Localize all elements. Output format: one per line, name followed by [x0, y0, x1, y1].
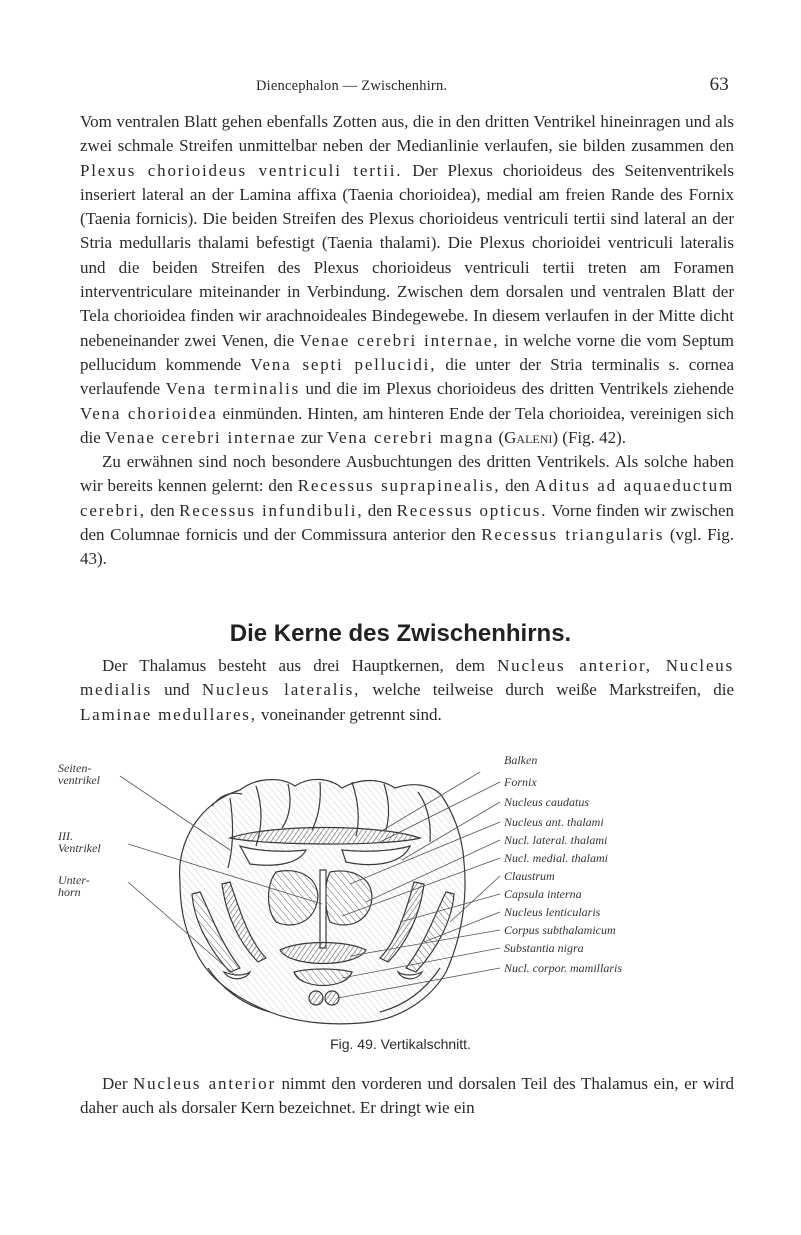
- text-block-thalamus: [80, 654, 734, 727]
- term-recessus-opticus: Recessus opticus.: [396, 500, 548, 520]
- label-seitenventrikel-2: ventrikel: [58, 773, 100, 787]
- text: und: [152, 680, 202, 700]
- brain-section-illustration: [80, 772, 740, 1030]
- text: Der Thalamus besteht aus drei Hauptkernen, dem: [102, 656, 498, 675]
- label-nucl-lateral-thalami: Nucl. lateral. thalami: [504, 833, 608, 847]
- term-nucleus-lateralis: Nucleus lateralis,: [201, 680, 361, 700]
- label-nucleus-lenticularis: Nucleus lenticularis: [504, 905, 601, 919]
- figure-caption: Fig. 49. Vertikalschnitt.: [330, 1036, 471, 1052]
- text: einmünden. Hinten, am hinteren Ende der Tela chorioidea, vereinigen sich die: [80, 403, 734, 447]
- label-unterhorn-1: Unter-: [58, 873, 90, 887]
- term-recessus-infundibuli: Recessus infundibuli,: [179, 500, 364, 520]
- text-block-upper: [80, 110, 734, 572]
- paragraph-nucleus-anterior: [80, 1072, 734, 1121]
- term-vena-magna: Vena cerebri magna: [326, 427, 495, 447]
- term-aditus: Aditus ad aquaeductum cerebri,: [80, 476, 734, 520]
- label-nucl-corpor-mamillaris: Nucl. corpor. mamillaris: [504, 961, 623, 975]
- text: zur: [296, 427, 327, 447]
- term-laminae-medullares: Laminae medullares,: [80, 704, 257, 724]
- text: voneinander getrennt sind.: [256, 704, 442, 724]
- term-nucleus-anterior: Nucleus anterior: [133, 1074, 276, 1093]
- label-capsula-interna: Capsula interna: [504, 887, 582, 901]
- text: Der Plexus chorioideus des Seitenventrikels inseriert lateral an der Lamina affixa (Taenia chorioidea), medial am freien Rande des Fornix (Taenia fornicis). Die beiden Streifen des Plexus chorioideus ventriculi tertii sind lateral an der Stria medullaris thalami befestigt (Taenia thalami). Die Plexus chorioidei ventriculi lateralis und die beiden Streifen des Plexus chorioideus ventriculi tertii treten am Foramen interventriculare miteinander in Verbindung. Zwischen dem dorsalen und ventralen Blatt der Tela chorioidea finden wir arachnoideales Bindegewebe. In diesem verlaufen in der Mitte dicht nebeneinander zwei Venen, die: [80, 160, 734, 350]
- page-number: 63: [709, 74, 729, 95]
- running-header: [256, 74, 729, 95]
- term-vena-terminalis: Vena terminalis: [165, 379, 301, 399]
- term-recessus-suprapinealis: Recessus suprapinealis,: [297, 476, 501, 496]
- text: und die im Plexus chorioideus des dritten Ventrikels ziehende: [300, 379, 735, 399]
- text: nimmt den vorderen und dorsalen Teil des Thalamus ein, er wird daher auch als dorsaler Kern bezeichnet. Er dringt wie ein: [80, 1074, 735, 1118]
- text: Vom ventralen Blatt gehen ebenfalls Zotten aus, die in den dritten Ventrikel hineinragen und als zwei schmale Streifen unmittelbar neben der Medianlinie verlaufen, sie bilden zusammen den: [80, 112, 734, 156]
- label-claustrum: Claustrum: [504, 869, 555, 883]
- label-corpus-subthalamicum: Corpus subthalamicum: [504, 923, 616, 937]
- label-nucl-medial-thalami: Nucl. medial. thalami: [504, 851, 608, 865]
- text: welche teilweise durch weiße Markstreifen, die: [360, 680, 735, 700]
- text: (: [494, 427, 505, 447]
- label-nucleus-ant-thalami: Nucleus ant. thalami: [504, 815, 604, 829]
- label-balken: Balken: [504, 753, 538, 767]
- term-plexus-tertii: Plexus chorioideus ventriculi tertii.: [80, 160, 403, 180]
- label-seitenventrikel-1: Seiten-: [58, 761, 92, 775]
- text: in welche vorne die vom Septum pellucidum kommende: [80, 330, 734, 374]
- author-galeni: Galeni: [504, 427, 553, 447]
- text: Vorne finden wir zwischen den Columnae fornicis und der Commissura anterior den: [80, 500, 734, 545]
- label-fornix: Fornix: [504, 775, 537, 789]
- text: den: [145, 500, 180, 520]
- figure-vertikalschnitt: [58, 753, 740, 1030]
- term-vena-chorioidea: Vena chorioidea: [80, 403, 218, 423]
- section-heading: Die Kerne des Zwischenhirns.: [229, 620, 572, 647]
- text: (vgl. Fig. 43).: [80, 525, 734, 569]
- term-venae-cerebri-internae: Venae cerebri internae,: [299, 330, 500, 350]
- term-recessus-triangularis: Recessus triangularis: [481, 525, 665, 545]
- paragraph-thalamus: [80, 654, 734, 727]
- term-venae-cerebri-internae-2: Venae cerebri internae: [105, 427, 297, 447]
- paragraph-plexus: [80, 110, 734, 450]
- text: Zu erwähnen sind noch besondere Ausbuchtungen des dritten Ventrikels. Als solche haben wir bereits kennen gelernt: den: [80, 452, 734, 496]
- label-iii-ventrikel-1: III.: [58, 829, 73, 843]
- running-title: Diencephalon — Zwischenhirn.: [256, 78, 448, 94]
- text: ) (Fig. 42).: [552, 427, 627, 447]
- text-block-lower: [80, 1072, 734, 1121]
- label-unterhorn-2: horn: [58, 885, 81, 899]
- text: die unter der Stria terminalis s. cornea verlaufende: [80, 354, 734, 399]
- label-nucleus-caudatus: Nucleus caudatus: [504, 795, 589, 809]
- label-iii-ventrikel-2: Ventrikel: [58, 841, 101, 855]
- term-nucleus-anterior-medialis: Nucleus anterior, Nucleus medialis: [80, 656, 735, 700]
- paragraph-recessus: [80, 450, 734, 571]
- text: den: [500, 476, 535, 496]
- label-substantia-nigra: Substantia nigra: [504, 941, 584, 955]
- text: den: [363, 500, 397, 520]
- text: Der: [102, 1074, 134, 1093]
- term-vena-septi: Vena septi pellucidi,: [250, 354, 437, 374]
